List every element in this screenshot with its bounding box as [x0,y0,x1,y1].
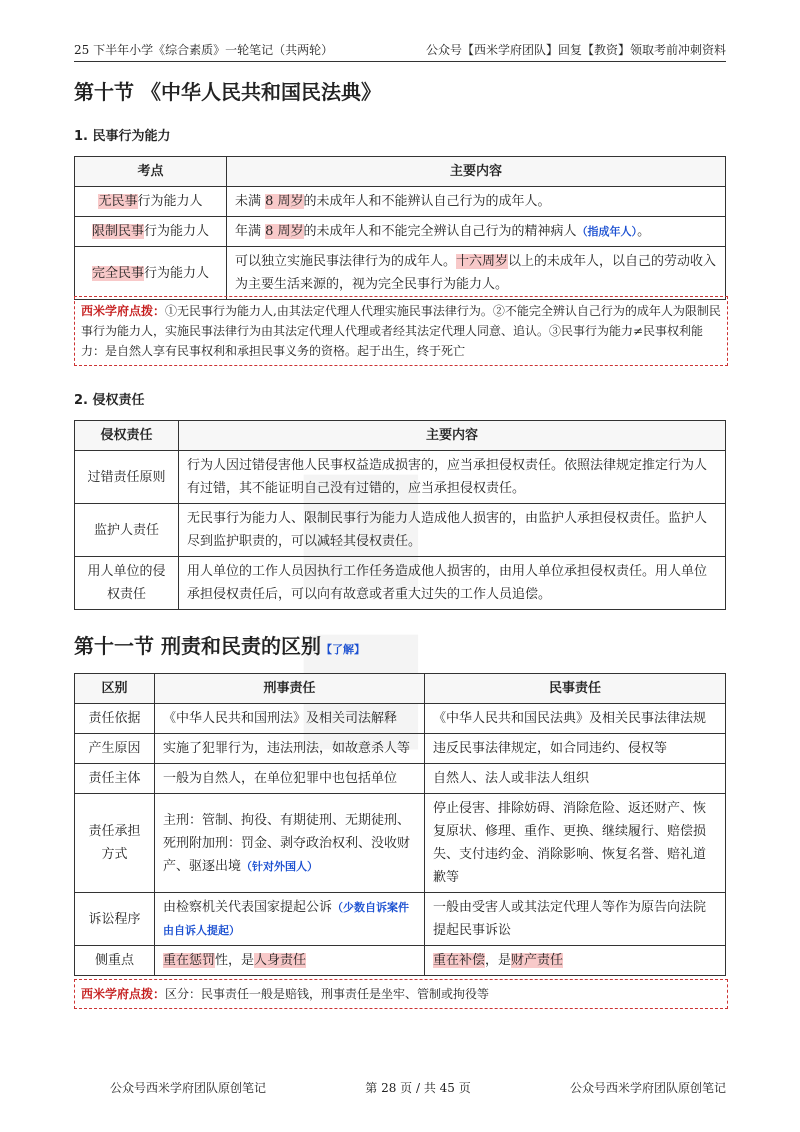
tip-label: 西米学府点拨： [81,304,166,318]
cell-key: 用人单位的侵权责任 [75,557,179,610]
col-header: 考点 [75,157,227,187]
section-11-tag: 【了解】 [320,643,365,656]
cell-key: 过错责任原则 [75,451,179,504]
header-left: 25 下半年小学《综合素质》一轮笔记（共两轮） [74,43,334,57]
table-row [75,557,726,610]
table-row [75,794,726,893]
section-10-title: 第十节 《中华人民共和国民法典》 [74,80,381,104]
col-header: 主要内容 [227,157,726,187]
footer-left: 公众号西米学府团队原创笔记 [110,1081,267,1095]
cell-value: 可以独立实施民事法律行为的成年人。十六周岁以上的未成年人，以自己的劳动收入为主要生活来源的，视为完全民事行为能力人。 [227,247,726,300]
cell-value: 年满 8 周岁的未成年人和不能完全辨认自己行为的精神病人（指成年人）。 [227,217,726,247]
cell-key: 诉讼程序 [75,893,155,946]
cell-civil: 《中华人民共和国民法典》及相关民事法律法规 [425,704,726,734]
cell-civil: 重在补偿，是财产责任 [425,946,726,976]
subsection-2-title: 2. 侵权责任 [74,393,145,408]
table-row [75,946,726,976]
cell-value: 未满 8 周岁的未成年人和不能辨认自己行为的成年人。 [227,187,726,217]
col-header: 民事责任 [425,674,726,704]
cell-criminal: 主刑：管制、拘役、有期徒刑、无期徒刑、死刑附加刑：罚金、剥夺政治权利、没收财产、驱逐出境（针对外国人） [155,794,425,893]
table-row [75,451,726,504]
cell-civil: 一般由受害人或其法定代理人等作为原告向法院提起民事诉讼 [425,893,726,946]
table-row [75,764,726,794]
cell-key: 监护人责任 [75,504,179,557]
subsection-1-title: 1. 民事行为能力 [74,129,171,144]
tip-box [74,979,728,1009]
cell-value: 用人单位的工作人员因执行工作任务造成他人损害的，由用人单位承担侵权责任。用人单位承担侵权责任后，可以向有故意或者重大过失的工作人员追偿。 [179,557,726,610]
cell-civil: 停止侵害、排除妨碍、消除危险、返还财产、恢复原状、修理、重作、更换、继续履行、赔偿损失、支付违约金、消除影响、恢复名誉、赔礼道歉等 [425,794,726,893]
cell-key: 责任主体 [75,764,155,794]
cell-key: 侧重点 [75,946,155,976]
page-number: 第 28 页 / 共 45 页 [365,1081,471,1095]
cell-key: 责任承担方式 [75,794,155,893]
tort-table [74,420,726,610]
cell-value: 行为人因过错侵害他人民事权益造成损害的，应当承担侵权责任。依照法律规定推定行为人有过错，其不能证明自己没有过错的，应当承担侵权责任。 [179,451,726,504]
table-header-row [75,421,726,451]
col-header: 主要内容 [179,421,726,451]
col-header: 区别 [75,674,155,704]
cell-key: 限制民事行为能力人 [75,217,227,247]
table-row [75,504,726,557]
cell-criminal: 《中华人民共和国刑法》及相关司法解释 [155,704,425,734]
table-row [75,734,726,764]
cell-key: 无民事行为能力人 [75,187,227,217]
col-header: 侵权责任 [75,421,179,451]
cell-key: 产生原因 [75,734,155,764]
cell-criminal: 由检察机关代表国家提起公诉（少数自诉案件由自诉人提起） [155,893,425,946]
cell-criminal: 实施了犯罪行为，违法刑法，如故意杀人等 [155,734,425,764]
section-11-title: 第十一节 刑责和民责的区别【了解】 [74,634,365,658]
table-row [75,247,726,300]
page-footer [110,1079,726,1096]
cell-key: 完全民事行为能力人 [75,247,227,300]
table-row [75,893,726,946]
header-right: 公众号【西米学府团队】回复【教资】领取考前冲刺资料 [425,43,726,57]
cell-criminal: 重在惩罚性，是人身责任 [155,946,425,976]
col-header: 刑事责任 [155,674,425,704]
capacity-table [74,156,726,300]
cell-civil: 违反民事法律规定，如合同违约、侵权等 [425,734,726,764]
table-row [75,704,726,734]
tip-label: 西米学府点拨： [81,987,166,1001]
tip-text: ①无民事行为能力人,由其法定代理人代理实施民事法律行为。②不能完全辨认自己行为的成年人为限制民事行为能力人，实施民事法律行为由其法定代理人代理或者经其法定代理人同意、追认。③民事行为能力≠民事权利能力：是自然人享有民事权利和承担民事义务的资格。起于出生，终于死亡 [81,304,721,358]
page-header [74,38,726,62]
liability-table [74,673,726,976]
cell-criminal: 一般为自然人，在单位犯罪中也包括单位 [155,764,425,794]
cell-civil: 自然人、法人或非法人组织 [425,764,726,794]
cell-key: 责任依据 [75,704,155,734]
tip-text: 区分：民事责任一般是赔钱，刑事责任是坐牢、管制或拘役等 [165,987,490,1001]
table-header-row [75,157,726,187]
footer-right: 公众号西米学府团队原创笔记 [569,1081,726,1095]
tip-box [74,296,728,366]
table-header-row [75,674,726,704]
cell-value: 无民事行为能力人、限制民事行为能力人造成他人损害的，由监护人承担侵权责任。监护人尽到监护职责的，可以减轻其侵权责任。 [179,504,726,557]
table-row [75,217,726,247]
table-row [75,187,726,217]
